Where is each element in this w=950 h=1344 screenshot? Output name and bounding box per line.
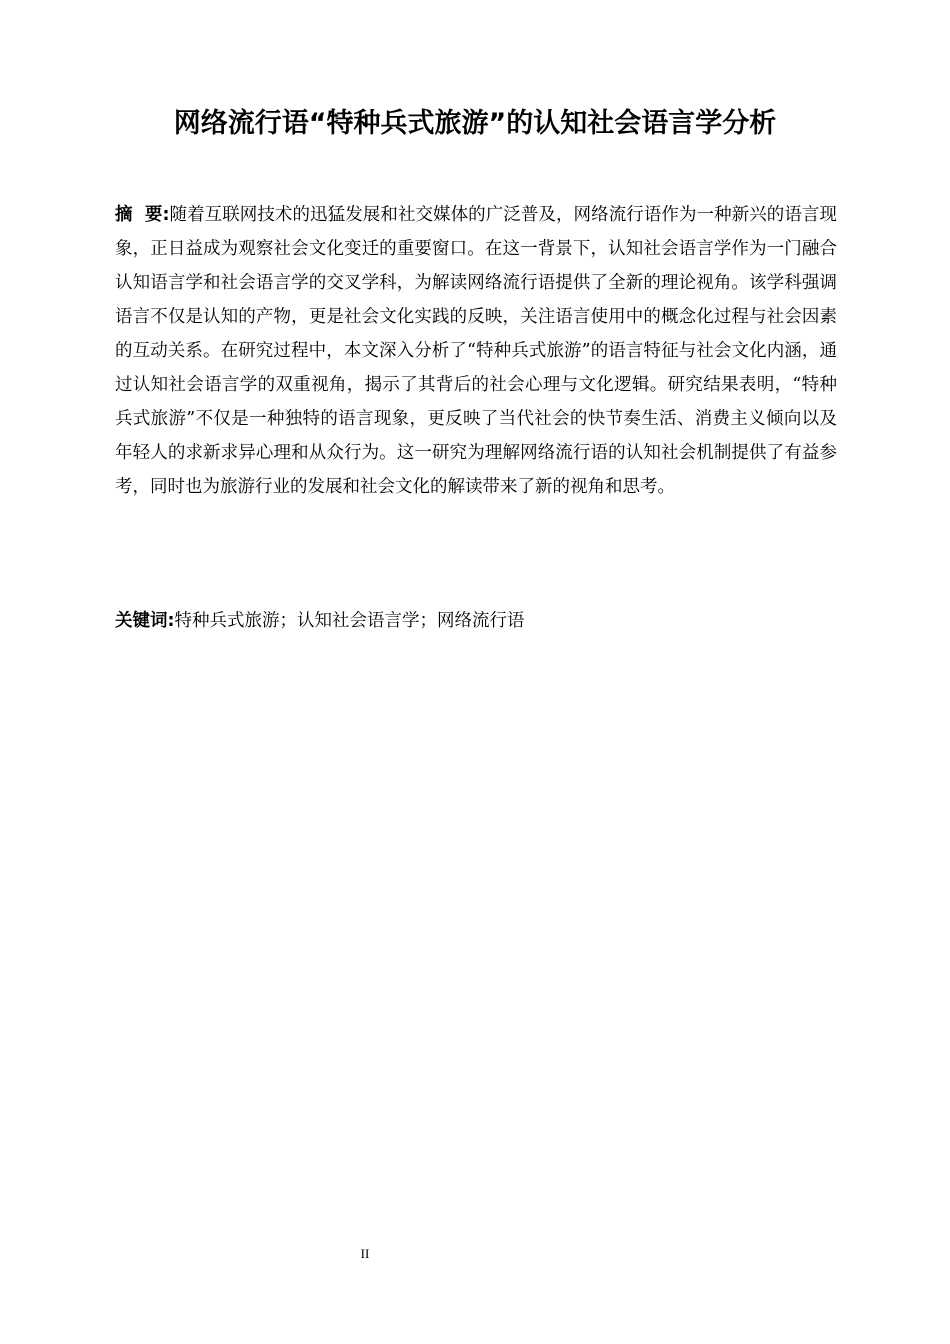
page-title: 网络流行语“特种兵式旅游”的认知社会语言学分析 bbox=[173, 108, 777, 139]
page-number: II bbox=[360, 1246, 370, 1261]
abstract-label: 摘 要: bbox=[115, 205, 170, 225]
abstract-text: 随着互联网技术的迅猛发展和社交媒体的广泛普及，网络流行语作为一种新兴的语言现象，正日益成为观察社会文化变迁的重要窗口。在这一背景下，认知社会语言学作为一门融合认知语言学和社会语言学的交叉学科，为解读网络流行语提供了全新的理论视角。该学科强调语言不仅是认知的产物，更是社会文化实践的反映，关注语言使用中的概念化过程与社会因素的互动关系。在研究过程中，本文深入分析了“特种兵式旅游”的语言特征与社会文化内涵，通过认知社会语言学的双重视角，揭示了其背后的社会心理与文化逻辑。研究结果表明，“特种兵式旅游”不仅是一种独特的语言现象，更反映了当代社会的快节奏生活、消费主义倾向以及年轻人的求新求异心理和从众行为。这一研究为理解网络流行语的认知社会机制提供了有益参考，同时也为旅游行业的发展和社会文化的解读带来了新的视角和思考。 bbox=[115, 205, 837, 497]
keywords-line bbox=[115, 604, 837, 638]
keywords-text: 特种兵式旅游；认知社会语言学；网络流行语 bbox=[174, 611, 525, 631]
abstract-paragraph bbox=[115, 198, 837, 504]
keywords-label: 关键词: bbox=[115, 611, 175, 631]
